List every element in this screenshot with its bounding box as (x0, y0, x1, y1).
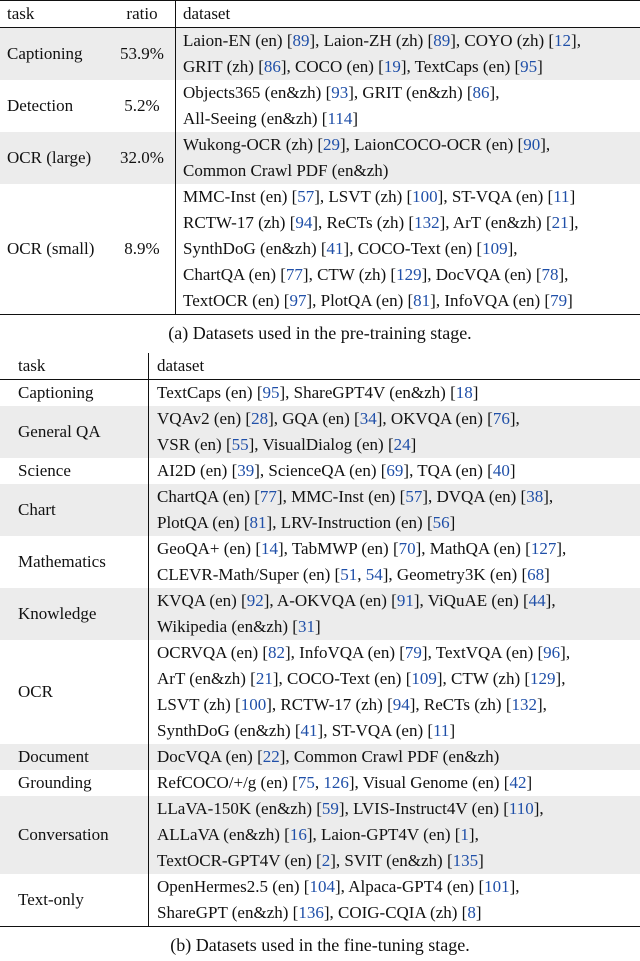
table-row (0, 588, 640, 640)
dataset-text: ], InfoVQA (en) [ (285, 643, 405, 662)
citation-link[interactable]: 12 (554, 31, 572, 50)
dataset-text: MMC-Inst (en) [ (183, 187, 298, 206)
citation-link[interactable]: 132 (414, 213, 440, 232)
task-cell: Captioning (0, 28, 109, 81)
citation-link[interactable]: 76 (492, 409, 510, 428)
dataset-line (183, 132, 640, 158)
dataset-line (157, 432, 640, 458)
citation-link[interactable]: 41 (300, 721, 318, 740)
citation-link[interactable]: 18 (455, 383, 473, 402)
dataset-text: ], LRV-Instruction (en) [ (266, 513, 433, 532)
dataset-line (183, 288, 640, 314)
dataset-line (157, 562, 640, 588)
citation-link[interactable]: 129 (396, 265, 422, 284)
dataset-text: ], (540, 135, 551, 154)
header-ratio: ratio (109, 1, 176, 28)
task-cell: Document (0, 744, 149, 770)
dataset-text: ], Visual Genome (en) [ (348, 773, 510, 792)
dataset-text: Wikipedia (en&zh) [ (157, 617, 298, 636)
dataset-text: ], ViQuAE (en) [ (413, 591, 529, 610)
dataset-line (183, 236, 640, 262)
dataset-line (157, 848, 640, 874)
ratio-cell: 32.0% (109, 132, 176, 184)
dataset-text: ], RCTW-17 (zh) [ (266, 695, 393, 714)
citation-link[interactable]: 28 (251, 409, 269, 428)
citation-link[interactable]: 11 (433, 721, 450, 740)
dataset-text: ], (509, 877, 520, 896)
dataset-text: LLaVA-150K (en&zh) [ (157, 799, 322, 818)
dataset-cell (149, 770, 640, 796)
dataset-cell (149, 406, 640, 458)
citation-link[interactable]: 126 (323, 773, 349, 792)
task-cell: Knowledge (0, 588, 149, 640)
dataset-text: Wukong-OCR (zh) [ (183, 135, 324, 154)
table-row (0, 28, 640, 81)
dataset-text: ], MMC-Inst (en) [ (276, 487, 406, 506)
citation-link[interactable]: 56 (432, 513, 450, 532)
dataset-text: ], TabMWP (en) [ (278, 539, 399, 558)
dataset-text: ], COYO (zh) [ (450, 31, 555, 50)
dataset-line (183, 158, 640, 184)
dataset-text: TextCaps (en) [ (157, 383, 263, 402)
table-header-row (0, 353, 640, 380)
dataset-text: LSVT (zh) [ (157, 695, 241, 714)
dataset-text: ], Laion-GPT4V (en) [ (306, 825, 461, 844)
dataset-text: ], LaionCOCO-OCR (en) [ (340, 135, 524, 154)
dataset-cell (176, 184, 640, 315)
dataset-text: ], InfoVQA (en) [ (430, 291, 551, 310)
task-cell: Detection (7, 96, 74, 115)
dataset-text: ], (568, 213, 579, 232)
dataset-text: ] (352, 109, 358, 128)
citation-link[interactable]: 8 (467, 903, 476, 922)
citation-link[interactable]: 97 (289, 291, 307, 310)
citation-link[interactable]: 78 (541, 265, 559, 284)
dataset-text: CLEVR-Math/Super (en) [ (157, 565, 341, 584)
dataset-text: ], CTW (zh) [ (436, 669, 531, 688)
dataset-line (157, 458, 640, 484)
dataset-text: ], TextVQA (en) [ (421, 643, 544, 662)
citation-link[interactable]: 31 (297, 617, 315, 636)
dataset-text: ], DVQA (en) [ (422, 487, 527, 506)
citation-link[interactable]: 2 (321, 851, 331, 870)
citation-link[interactable]: 40 (492, 461, 510, 480)
citation-link[interactable]: 86 (263, 57, 281, 76)
header-dataset: dataset (176, 1, 640, 28)
dataset-text: ChartQA (en) [ (157, 487, 260, 506)
citation-link[interactable]: 93 (331, 83, 349, 102)
dataset-cell (176, 80, 640, 132)
dataset-line (157, 406, 640, 432)
dataset-cell (149, 640, 640, 744)
dataset-text: ArT (en&zh) [ (157, 669, 256, 688)
dataset-text: ] (449, 513, 456, 532)
dataset-text: ], TQA (en) [ (403, 461, 493, 480)
citation-link[interactable]: 57 (297, 187, 315, 206)
citation-link[interactable]: 100 (412, 187, 438, 206)
dataset-text: ], A-OKVQA (en) [ (263, 591, 397, 610)
dataset-text: ] (314, 617, 321, 636)
task-cell: Science (18, 461, 71, 480)
dataset-line (157, 874, 640, 900)
header-task: task (0, 1, 109, 28)
ratio-cell: 8.9% (109, 184, 176, 315)
dataset-text: ], VisualDialog (en) [ (248, 435, 394, 454)
table-row (0, 132, 640, 184)
dataset-cell (149, 796, 640, 874)
citation-link[interactable]: 79 (550, 291, 568, 310)
dataset-text: Objects365 (en&zh) [ (183, 83, 332, 102)
citation-link[interactable]: 1 (460, 825, 469, 844)
citation-link[interactable]: 79 (404, 643, 422, 662)
citation-link[interactable]: 54 (365, 565, 383, 584)
dataset-line (157, 380, 640, 406)
dataset-line (157, 692, 640, 718)
dataset-line (157, 796, 640, 822)
citation-link[interactable]: 77 (259, 487, 277, 506)
dataset-line (183, 262, 640, 288)
dataset-line (157, 484, 640, 510)
dataset-cell (149, 588, 640, 640)
dataset-text: ], GRIT (en&zh) [ (348, 83, 473, 102)
citation-link[interactable]: 132 (511, 695, 537, 714)
dataset-text: OpenHermes2.5 (en) [ (157, 877, 310, 896)
dataset-text: , (357, 565, 366, 584)
task-cell: OCR (18, 682, 53, 701)
dataset-text: ], (555, 669, 566, 688)
dataset-text: Laion-EN (en) [ (183, 31, 293, 50)
dataset-text: ], COCO-Text (en) [ (343, 239, 483, 258)
table-row (0, 640, 640, 744)
dataset-text: ], MathQA (en) [ (415, 539, 531, 558)
citation-link[interactable]: 21 (255, 669, 273, 688)
dataset-text: ] (567, 291, 573, 310)
citation-link[interactable]: 129 (530, 669, 556, 688)
dataset-text: ], (537, 695, 547, 714)
citation-link[interactable]: 92 (246, 591, 264, 610)
dataset-cell (149, 744, 640, 770)
dataset-text: ], (543, 487, 554, 506)
dataset-text: ], (468, 825, 479, 844)
citation-link[interactable]: 77 (285, 265, 303, 284)
dataset-line (183, 80, 640, 106)
ratio-cell: 53.9% (109, 28, 176, 81)
dataset-text: KVQA (en) [ (157, 591, 247, 610)
citation-link[interactable]: 135 (452, 851, 479, 870)
dataset-line (157, 822, 640, 848)
dataset-text: ], ArT (en&zh) [ (439, 213, 552, 232)
dataset-text: ] (478, 851, 484, 870)
table-row (0, 406, 640, 458)
dataset-cell (176, 132, 640, 184)
dataset-text: , (314, 773, 324, 792)
citation-link[interactable]: 38 (526, 487, 544, 506)
table-row (0, 484, 640, 536)
header-task: task (0, 353, 149, 380)
citation-link[interactable]: 44 (528, 591, 546, 610)
dataset-text: ], (558, 265, 569, 284)
dataset-line (157, 770, 640, 796)
ratio-cell: 5.2% (109, 80, 176, 132)
citation-link[interactable]: 100 (240, 695, 267, 714)
dataset-text: ] (410, 435, 417, 454)
citation-link[interactable]: 81 (413, 291, 431, 310)
citation-link[interactable]: 127 (530, 539, 557, 558)
dataset-text: DocVQA (en) [ (157, 747, 263, 766)
task-cell: Conversation (0, 796, 149, 874)
table-b-caption: (b) Datasets used in the fine-tuning stage. (170, 935, 470, 955)
dataset-text: ], OKVQA (en) [ (376, 409, 493, 428)
dataset-text: TextOCR (en) [ (183, 291, 290, 310)
dataset-line (157, 900, 640, 926)
citation-link[interactable]: 75 (297, 773, 315, 792)
dataset-text: GRIT (zh) [ (183, 57, 264, 76)
citation-link[interactable]: 136 (298, 903, 324, 922)
table-row (0, 184, 640, 315)
dataset-line (157, 640, 640, 666)
dataset-text: All-Seeing (en&zh) [ (183, 109, 328, 128)
dataset-line (183, 210, 640, 236)
task-cell: OCR (large) (0, 132, 109, 184)
citation-link[interactable]: 110 (508, 799, 534, 818)
citation-link[interactable]: 109 (482, 239, 508, 258)
table-row (0, 458, 640, 484)
dataset-text: ALLaVA (en&zh) [ (157, 825, 290, 844)
citation-link[interactable]: 70 (398, 539, 416, 558)
dataset-text: ] (509, 461, 516, 480)
dataset-text: AI2D (en) [ (157, 461, 238, 480)
citation-link[interactable]: 109 (411, 669, 437, 688)
dataset-text: VQAv2 (en) [ (157, 409, 252, 428)
dataset-cell (149, 380, 640, 407)
citation-link[interactable]: 94 (295, 213, 313, 232)
citation-link[interactable]: 68 (527, 565, 545, 584)
dataset-text: SynthDoG (en&zh) [ (157, 721, 301, 740)
dataset-line (183, 106, 640, 132)
dataset-line (157, 510, 640, 536)
dataset-text: PlotQA (en) [ (157, 513, 250, 532)
dataset-text: ], ReCTs (zh) [ (312, 213, 415, 232)
dataset-text: ], CTW (zh) [ (302, 265, 397, 284)
dataset-line (157, 666, 640, 692)
dataset-text: ], (556, 539, 567, 558)
dataset-line (157, 744, 640, 770)
dataset-line (183, 28, 640, 54)
table-row (0, 874, 640, 927)
citation-link[interactable]: 14 (261, 539, 278, 558)
dataset-text: ] (526, 773, 533, 792)
dataset-cell (176, 28, 640, 81)
dataset-text: ] (537, 57, 543, 76)
citation-link[interactable]: 94 (392, 695, 410, 714)
dataset-text: ], Alpaca-GPT4 (en) [ (334, 877, 485, 896)
citation-link[interactable]: 21 (551, 213, 569, 232)
dataset-text: ] (472, 383, 479, 402)
citation-link[interactable]: 82 (268, 643, 286, 662)
dataset-text: ], GQA (en) [ (268, 409, 360, 428)
table-row (0, 796, 640, 874)
dataset-text: ], Geometry3K (en) [ (382, 565, 528, 584)
pretraining-datasets-table (0, 0, 640, 315)
dataset-line (183, 54, 640, 80)
dataset-cell (149, 536, 640, 588)
citation-link[interactable]: 19 (383, 57, 401, 76)
dataset-text: VSR (en) [ (157, 435, 232, 454)
dataset-text: ], SVIT (en&zh) [ (330, 851, 453, 870)
dataset-line (157, 718, 640, 744)
dataset-line (157, 588, 640, 614)
table-row (0, 80, 640, 132)
citation-link[interactable]: 29 (323, 135, 341, 154)
dataset-text: ], ST-VQA (en) [ (437, 187, 554, 206)
dataset-text: ] (475, 903, 482, 922)
citation-link[interactable]: 114 (327, 109, 353, 128)
task-cell: Chart (0, 484, 149, 536)
table-row (0, 536, 640, 588)
citation-link[interactable]: 81 (249, 513, 267, 532)
dataset-text: ] (569, 187, 576, 206)
citation-link[interactable]: 42 (509, 773, 527, 792)
table-row (0, 770, 640, 796)
dataset-text: ShareGPT (en&zh) [ (157, 903, 299, 922)
citation-link[interactable]: 91 (396, 591, 414, 610)
dataset-text: ], (507, 239, 518, 258)
citation-link[interactable]: 22 (262, 747, 280, 766)
citation-link[interactable]: 41 (326, 239, 344, 258)
dataset-text: Common Crawl PDF (en&zh) (183, 161, 389, 180)
table-row (0, 380, 640, 407)
dataset-text: ], LSVT (zh) [ (314, 187, 413, 206)
citation-link[interactable]: 39 (237, 461, 255, 480)
table-header-row (0, 1, 640, 28)
dataset-line (157, 614, 640, 640)
table-a-caption: (a) Datasets used in the pre-training stage. (168, 323, 472, 343)
citation-link[interactable]: 104 (309, 877, 335, 896)
dataset-text: SynthDoG (en&zh) [ (183, 239, 327, 258)
citation-link[interactable]: 89 (292, 31, 310, 50)
citation-link[interactable]: 95 (520, 57, 538, 76)
dataset-text: ], (545, 591, 556, 610)
citation-link[interactable]: 95 (262, 383, 280, 402)
task-cell: Captioning (18, 383, 94, 402)
citation-link[interactable]: 96 (543, 643, 561, 662)
table-row (0, 744, 640, 770)
dataset-text: ], Laion-ZH (zh) [ (309, 31, 434, 50)
dataset-text: ], LVIS-Instruct4V (en) [ (338, 799, 509, 818)
dataset-text: ], (489, 83, 500, 102)
dataset-text: ], (509, 409, 520, 428)
dataset-text: ] (544, 565, 550, 584)
task-cell: General QA (0, 406, 149, 458)
dataset-text: ], (533, 799, 544, 818)
dataset-text: ], ShareGPT4V (en&zh) [ (279, 383, 456, 402)
dataset-text: RefCOCO/+/g (en) [ (157, 773, 298, 792)
dataset-text: ], PlotQA (en) [ (306, 291, 414, 310)
dataset-text: ], COCO-Text (en) [ (272, 669, 412, 688)
task-cell: Mathematics (18, 552, 106, 571)
dataset-text: GeoQA+ (en) [ (157, 539, 261, 558)
dataset-text: ], COCO (en) [ (280, 57, 384, 76)
dataset-cell (149, 458, 640, 484)
citation-link[interactable]: 57 (405, 487, 423, 506)
citation-link[interactable]: 34 (359, 409, 377, 428)
dataset-line (183, 184, 640, 210)
finetuning-datasets-table (0, 353, 640, 927)
dataset-text: ], COIG-CQIA (zh) [ (323, 903, 468, 922)
task-cell: Grounding (18, 773, 92, 792)
citation-link[interactable]: 89 (433, 31, 451, 50)
citation-link[interactable]: 51 (340, 565, 358, 584)
dataset-text: ], ScienceQA (en) [ (254, 461, 387, 480)
dataset-text: ], (560, 643, 571, 662)
dataset-text: ] (449, 721, 456, 740)
dataset-line (157, 536, 640, 562)
citation-link[interactable]: 16 (289, 825, 307, 844)
dataset-text: ], ST-VQA (en) [ (317, 721, 434, 740)
dataset-text: ], DocVQA (en) [ (421, 265, 542, 284)
dataset-cell (149, 874, 640, 927)
dataset-text: ], (571, 31, 581, 50)
dataset-text: OCRVQA (en) [ (157, 643, 269, 662)
dataset-text: ChartQA (en) [ (183, 265, 286, 284)
citation-link[interactable]: 24 (393, 435, 411, 454)
dataset-text: ], Common Crawl PDF (en&zh) (279, 747, 500, 766)
citation-link[interactable]: 101 (484, 877, 510, 896)
header-dataset: dataset (149, 353, 640, 380)
citation-link[interactable]: 11 (553, 187, 570, 206)
citation-link[interactable]: 59 (321, 799, 339, 818)
dataset-text: TextOCR-GPT4V (en) [ (157, 851, 322, 870)
citation-link[interactable]: 55 (231, 435, 249, 454)
dataset-text: ], ReCTs (zh) [ (409, 695, 512, 714)
citation-link[interactable]: 86 (472, 83, 490, 102)
citation-link[interactable]: 69 (386, 461, 404, 480)
citation-link[interactable]: 90 (523, 135, 541, 154)
task-cell: OCR (small) (0, 184, 109, 315)
dataset-text: RCTW-17 (zh) [ (183, 213, 296, 232)
dataset-cell (149, 484, 640, 536)
task-cell: Text-only (0, 874, 149, 927)
dataset-text: ], TextCaps (en) [ (400, 57, 521, 76)
